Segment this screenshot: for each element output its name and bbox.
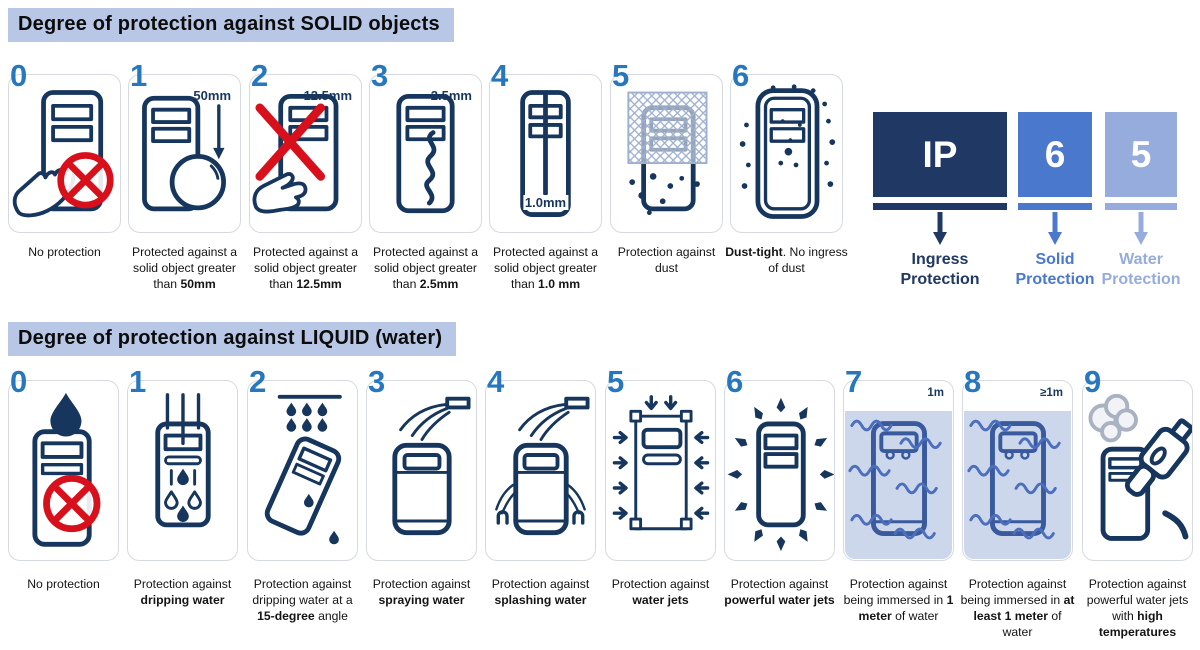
rating-card-solid-3: [369, 58, 482, 233]
size-badge: 1m: [927, 387, 944, 399]
solid-6-icon: [731, 83, 842, 226]
rating-number: 4: [487, 364, 505, 399]
rating-number: 4: [491, 58, 509, 93]
liquid-0-icon: [9, 389, 118, 554]
rating-caption: Protection against powerful water jets with high temperatures: [1086, 577, 1189, 639]
rating-card-liquid-7: [843, 364, 954, 561]
rating-card-liquid-1: [127, 364, 238, 561]
liquid-7-icon: [844, 409, 953, 554]
rating-number: 3: [371, 58, 389, 93]
rating-number: 6: [726, 364, 744, 399]
rating-caption: Protection against splashing water: [491, 577, 590, 607]
down-arrow-icon: [1133, 212, 1149, 253]
rating-card-liquid-6: [724, 364, 835, 561]
rating-card-liquid-0: [8, 364, 119, 561]
rating-card-liquid-8: [962, 364, 1073, 561]
rating-card-liquid-5: [605, 364, 716, 561]
solid-1-icon: [129, 83, 240, 226]
solid-section-title: Degree of protection against SOLID objects: [8, 8, 454, 42]
ip-rating-diagram: [873, 112, 1193, 302]
liquid-2-icon: [248, 389, 357, 554]
rating-caption: Protection against being immersed in 1 meter of water: [843, 577, 954, 623]
size-badge: 50mm: [193, 88, 231, 103]
rating-number: 9: [1084, 364, 1102, 399]
underline-bar: [873, 203, 1007, 210]
ip-code-box: IP: [873, 112, 1007, 197]
rating-number: 8: [964, 364, 982, 399]
rating-number: 7: [845, 364, 863, 399]
underline-bar: [1018, 203, 1092, 210]
liquid-1-icon: [128, 389, 237, 554]
rating-caption: Protected against a solid object greater than 12.5mm: [252, 245, 359, 291]
rating-caption: Protection against dripping water: [133, 577, 232, 607]
rating-card-solid-5: [610, 58, 723, 233]
liquid-3-icon: [367, 389, 476, 554]
rating-caption: Protection against being immersed in at least 1 meter of water: [960, 577, 1075, 639]
rating-card-liquid-3: [366, 364, 477, 561]
rating-card-liquid-2: [247, 364, 358, 561]
rating-caption: Protected against a solid object greater than 50mm: [131, 245, 238, 291]
liquid-6-icon: [725, 389, 834, 554]
rating-number: 5: [612, 58, 630, 93]
solid-protection-label: Solid Protection: [1015, 251, 1095, 288]
rating-card-solid-1: [128, 58, 241, 233]
solid-3-icon: [370, 83, 481, 226]
rating-caption: Protected against a solid object greater than 2.5mm: [372, 245, 479, 291]
rating-number: 5: [607, 364, 625, 399]
rating-number: 6: [732, 58, 750, 93]
water-digit-box: 5: [1105, 112, 1177, 197]
rating-card-solid-6: [730, 58, 843, 233]
water-protection-label: Water Protection: [1101, 251, 1181, 288]
rating-number: 0: [10, 364, 28, 399]
ingress-protection-label: Ingress Protection: [900, 251, 980, 288]
underline-bar: [1105, 203, 1177, 210]
rating-caption: No protection: [28, 245, 101, 259]
size-badge: 2.5mm: [430, 88, 472, 103]
liquid-4-icon: [486, 389, 595, 554]
rating-card-liquid-4: [485, 364, 596, 561]
rating-caption: Protection against dust: [617, 245, 716, 275]
down-arrow-icon: [1047, 212, 1063, 253]
rating-card-solid-0: [8, 58, 121, 233]
rating-number: 0: [10, 58, 28, 93]
rating-caption: Protection against dripping water at a 15-degree angle: [252, 577, 353, 623]
rating-number: 1: [129, 364, 147, 399]
liquid-section-title: Degree of protection against LIQUID (water): [8, 322, 456, 356]
rating-caption: Protected against a solid object greater than 1.0 mm: [492, 245, 599, 291]
rating-caption: Dust-tight. No ingress of dust: [725, 245, 848, 275]
rating-card-solid-4: [489, 58, 602, 233]
rating-card-liquid-9: [1082, 364, 1193, 561]
liquid-9-icon: [1083, 389, 1192, 554]
rating-caption: Protection against water jets: [611, 577, 710, 607]
solid-digit-box: 6: [1018, 112, 1092, 197]
rating-number: 2: [249, 364, 267, 399]
rating-number: 2: [251, 58, 269, 93]
down-arrow-icon: [932, 212, 948, 253]
solid-0-icon: [9, 83, 120, 226]
rating-card-solid-2: [249, 58, 362, 233]
rating-caption: Protection against powerful water jets: [724, 577, 835, 607]
rating-caption: Protection against spraying water: [372, 577, 471, 607]
liquid-5-icon: [606, 389, 715, 554]
size-badge: 12.5mm: [303, 88, 352, 103]
solid-2-icon: [250, 83, 361, 226]
rating-number: 3: [368, 364, 386, 399]
rating-caption: No protection: [27, 577, 100, 591]
rating-number: 1: [130, 58, 148, 93]
solid-5-icon: [611, 83, 722, 226]
size-badge: 1.0mm: [524, 195, 567, 210]
size-badge: ≥1m: [1040, 387, 1063, 399]
liquid-8-icon: [963, 409, 1072, 554]
